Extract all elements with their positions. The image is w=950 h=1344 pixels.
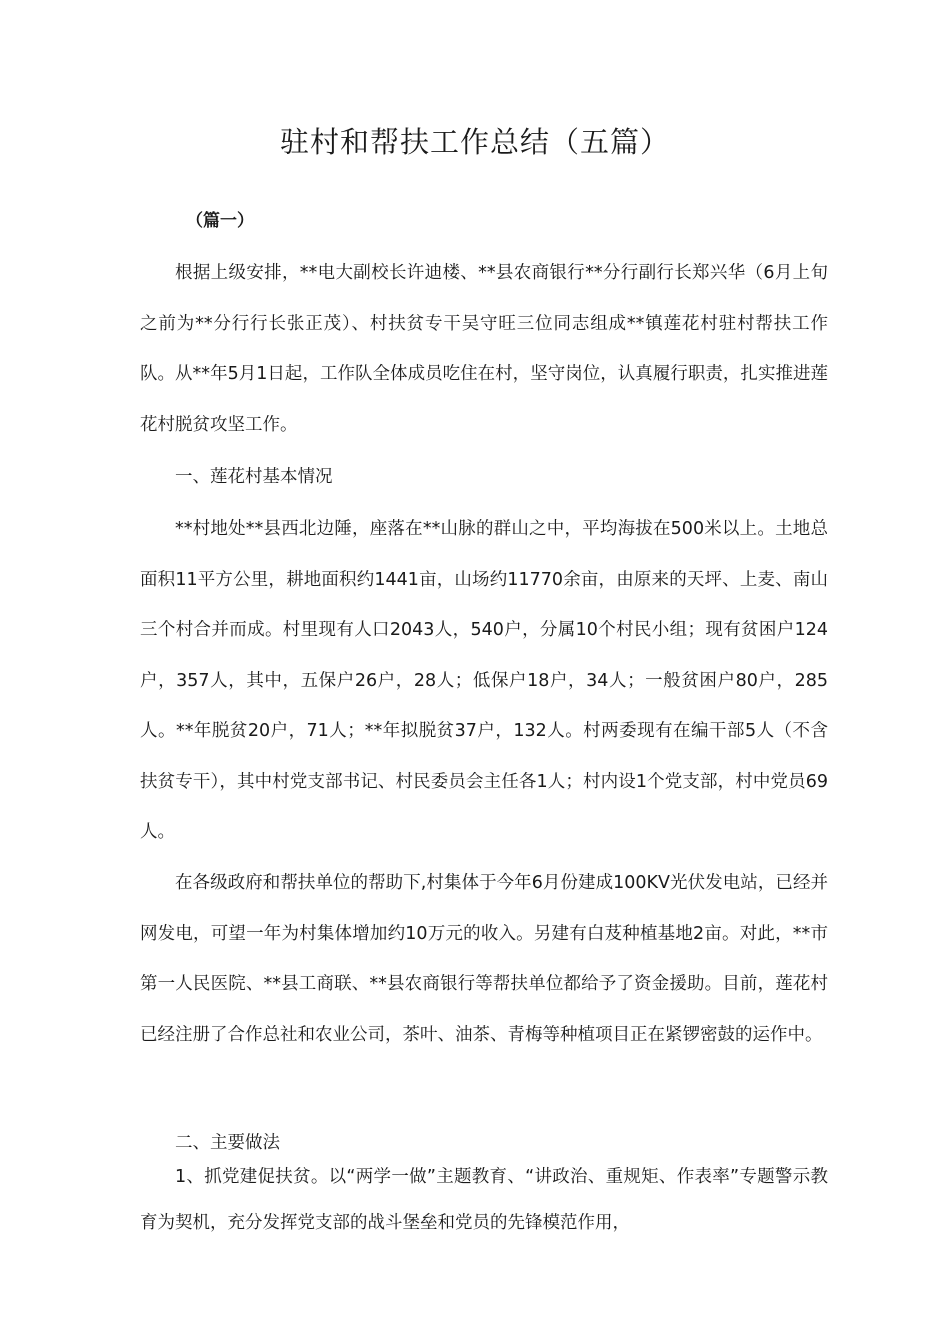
document-title: 驻村和帮扶工作总结（五篇） [279, 125, 670, 159]
paragraph-development: 在各级政府和帮扶单位的帮助下,村集体于今年6月份建成100KV光伏发电站，已经并网发电，可望一年为村集体增加约10万元的收入。另建有白芨种植基地2亩。对此，**市第一人民医院、**县工商联、**县农商银行等帮扶单位都给予了资金援助。目前，莲花村已经注册了合作总社和农业公司，茶叶、油茶、青梅等种植项目正在紧锣密鼓的运作中。 [140, 873, 828, 1045]
part-label: （篇一） [186, 211, 254, 231]
paragraph-intro: 根据上级安排，**电大副校长许迪楼、**县农商银行**分行副行长郑兴华（6月上旬之前为**分行行长张正茂）、村扶贫专干吴守旺三位同志组成**镇莲花村驻村帮扶工作队。从**年5月1日起，工作队全体成员吃住在村，坚守岗位，认真履行职责，扎实推进莲花村脱贫攻坚工作。 [140, 263, 828, 435]
paragraph-basic-info: **村地处**县西北边陲，座落在**山脉的群山之中，平均海拔在500米以上。土地总面积11平方公里，耕地面积约1441亩，山场约11770余亩，由原来的天坪、上麦、南山三个村合并而成。村里现有人口2043人，540户，分属10个村民小组；现有贫困户124户，357人，其中，五保户26户，28人；低保户18户，34人；一般贫困户80户，285人。**年脱贫20户，71人；**年拟脱贫37户，132人。村两委现有在编干部5人（不含扶贫专干），其中村党支部书记、村民委员会主任各1人；村内设1个党支部，村中党员69人。 [140, 519, 828, 842]
section-heading-main-measures: 二、主要做法 [175, 1133, 280, 1153]
section-heading-basic-info: 一、莲花村基本情况 [175, 467, 333, 487]
paragraph-party-building: 1、抓党建促扶贫。以“两学一做”主题教育、“讲政治、重规矩、作表率”专题警示教育为契机，充分发挥党支部的战斗堡垒和党员的先锋模范作用， [140, 1167, 828, 1233]
